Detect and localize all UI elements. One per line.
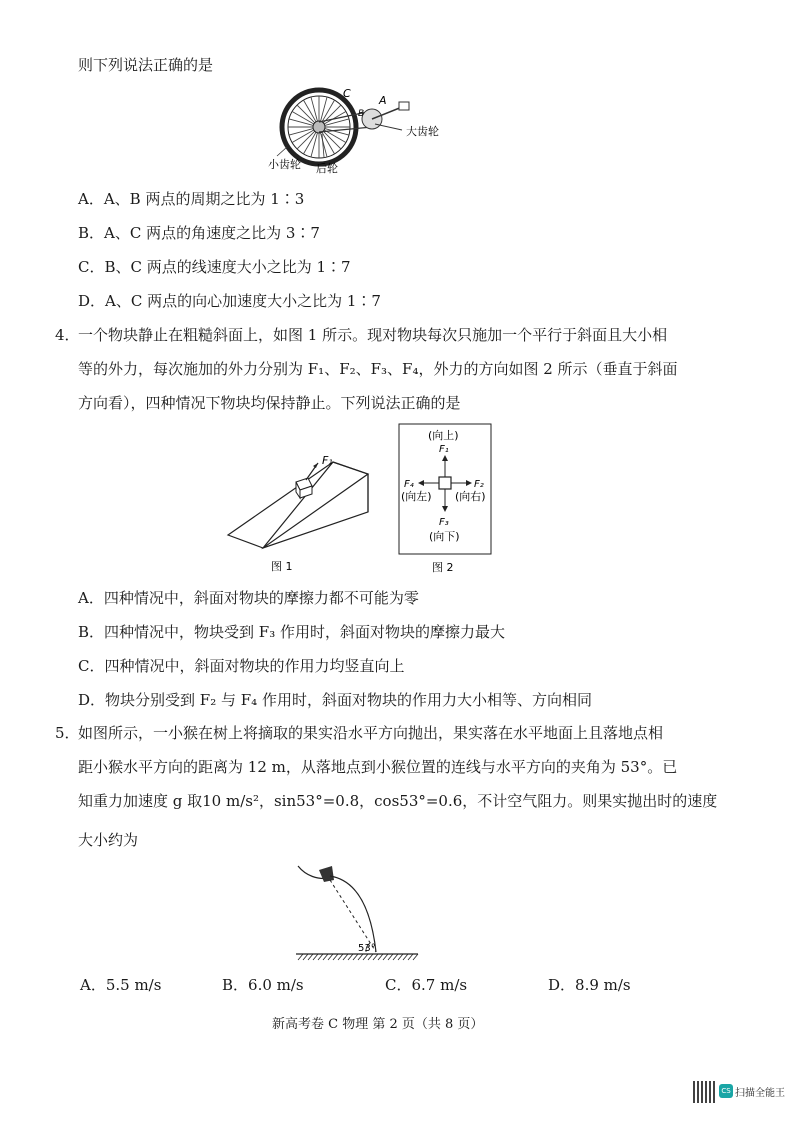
monkey-projectile-figure — [292, 858, 432, 964]
q5-line-3: 知重力加速度 g 取10 m/s²，sin53°=0.8，cos53°=0.6，不计空气阻力。则果实抛出时的速度 — [78, 792, 718, 810]
wheel-spoke — [304, 100, 317, 122]
ground-hatch — [363, 954, 368, 960]
wheel-spoke — [292, 112, 314, 125]
q5-option-c: C．6.7 m/s — [385, 976, 468, 994]
wheel-spoke — [297, 131, 315, 149]
scanner-watermark — [693, 1081, 785, 1107]
fig2-caption: 图 2 — [432, 561, 454, 574]
fig2-down: (向下) — [429, 530, 460, 543]
fig2-right: (向右) — [455, 490, 486, 503]
ground-hatch — [338, 954, 343, 960]
ground-hatch — [408, 954, 413, 960]
ground-hatch — [398, 954, 403, 960]
fig1-caption: 图 1 — [271, 560, 293, 573]
label-small-gear: 小齿轮 — [268, 158, 301, 171]
q5-line-1: 如图所示，一小猴在树上将摘取的果实沿水平方向抛出，果实落在水平地面上且落地点相 — [78, 724, 664, 742]
ground-hatch — [373, 954, 378, 960]
q5-line-4: 大小约为 — [78, 831, 139, 849]
wheel-spoke — [297, 105, 315, 123]
ground-hatch — [298, 954, 303, 960]
wheel-spoke — [289, 119, 313, 125]
wheel-spoke — [323, 131, 341, 149]
ground-hatch — [383, 954, 388, 960]
ground-hatch — [343, 954, 348, 960]
q5-line-2: 距小猴水平方向的距离为 12 m，从落地点到小猴位置的连线与水平方向的夹角为 53°。已 — [78, 758, 678, 776]
bicycle-wheel-figure — [262, 84, 492, 184]
wheel-spoke — [322, 132, 335, 154]
ground-hatch — [348, 954, 353, 960]
wheel-spoke — [289, 129, 313, 135]
q3-option-a: A．A、B 两点的周期之比为 1∶3 — [78, 190, 305, 208]
q4-option-b: B．四种情况中，物块受到 F₃ 作用时，斜面对物块的摩擦力最大 — [78, 623, 505, 641]
ground-hatch — [328, 954, 333, 960]
ground-hatch — [388, 954, 393, 960]
label-big-gear: 大齿轮 — [406, 125, 439, 138]
cs-badge: CS — [719, 1084, 733, 1098]
fig2-left: (向左) — [401, 490, 432, 503]
ground-hatch — [318, 954, 323, 960]
qr-code-icon — [693, 1081, 715, 1103]
fig1-force-label: F₁ — [322, 454, 333, 467]
wheel-spoke — [311, 133, 317, 157]
wheel-spoke — [324, 130, 346, 143]
angle-label: 53° — [358, 943, 376, 954]
fig2-f3: F₃ — [439, 517, 449, 528]
wheel-spoke — [311, 97, 317, 121]
ground-hatch — [378, 954, 383, 960]
wheel-spoke — [292, 130, 314, 143]
q5-option-b: B．6.0 m/s — [222, 976, 304, 994]
q4-line-3: 方向看），四种情况下物块均保持静止。下列说法正确的是 — [78, 394, 461, 412]
ground-hatch — [333, 954, 338, 960]
q4-number: 4． — [55, 326, 80, 344]
fig2-f2: F₂ — [474, 479, 484, 490]
wheel-spoke — [322, 100, 335, 122]
ground-hatch — [353, 954, 358, 960]
scanner-name: 扫描全能王 — [735, 1088, 785, 1099]
wheel-spoke — [321, 97, 327, 121]
q5-option-a: A．5.5 m/s — [80, 976, 162, 994]
q4-option-a: A．四种情况中，斜面对物块的摩擦力都不可能为零 — [78, 589, 419, 607]
page-footer: 新高考卷 C 物理 第 2 页（共 8 页） — [272, 1017, 484, 1032]
label-a: A — [379, 94, 387, 107]
q4-option-c: C．四种情况中，斜面对物块的作用力均竖直向上 — [78, 657, 405, 675]
q5-number: 5． — [55, 724, 80, 742]
fig2-f4: F₄ — [404, 479, 414, 490]
q4-line-1: 一个物块静止在粗糙斜面上，如图 1 所示。现对物块每次只施加一个平行于斜面且大小相 — [78, 326, 668, 344]
q3-option-c: C．B、C 两点的线速度大小之比为 1∶7 — [78, 258, 351, 276]
ground-hatch — [413, 954, 418, 960]
wheel-spoke — [324, 112, 346, 125]
ground-hatch — [403, 954, 408, 960]
ground-hatch — [368, 954, 373, 960]
fig2-up: (向上) — [428, 429, 459, 442]
ground-hatch — [303, 954, 308, 960]
incline-figure-1 — [218, 440, 378, 575]
ground-hatch — [358, 954, 363, 960]
label-rear-wheel: 后轮 — [316, 162, 338, 175]
wheel-spoke — [304, 132, 317, 154]
q3-stem-end: 则下列说法正确的是 — [78, 56, 214, 74]
q4-option-d: D．物块分别受到 F₂ 与 F₄ 作用时，斜面对物块的作用力大小相等、方向相同 — [78, 691, 592, 709]
ground-hatch — [323, 954, 328, 960]
ground-hatch — [313, 954, 318, 960]
q3-option-d: D．A、C 两点的向心加速度大小之比为 1∶7 — [78, 292, 381, 310]
q3-option-b: B．A、C 两点的角速度之比为 3∶7 — [78, 224, 320, 242]
q5-option-d: D．8.9 m/s — [548, 976, 631, 994]
label-c: C — [343, 87, 351, 100]
q4-line-2: 等的外力，每次施加的外力分别为 F₁、F₂、F₃、F₄，外力的方向如图 2 所示（垂直于斜面 — [78, 360, 678, 378]
label-b: B — [358, 109, 365, 119]
ground-hatch — [393, 954, 398, 960]
ground-hatch — [308, 954, 313, 960]
fig2-f1: F₁ — [439, 444, 449, 455]
force-directions-figure-2 — [396, 422, 496, 580]
